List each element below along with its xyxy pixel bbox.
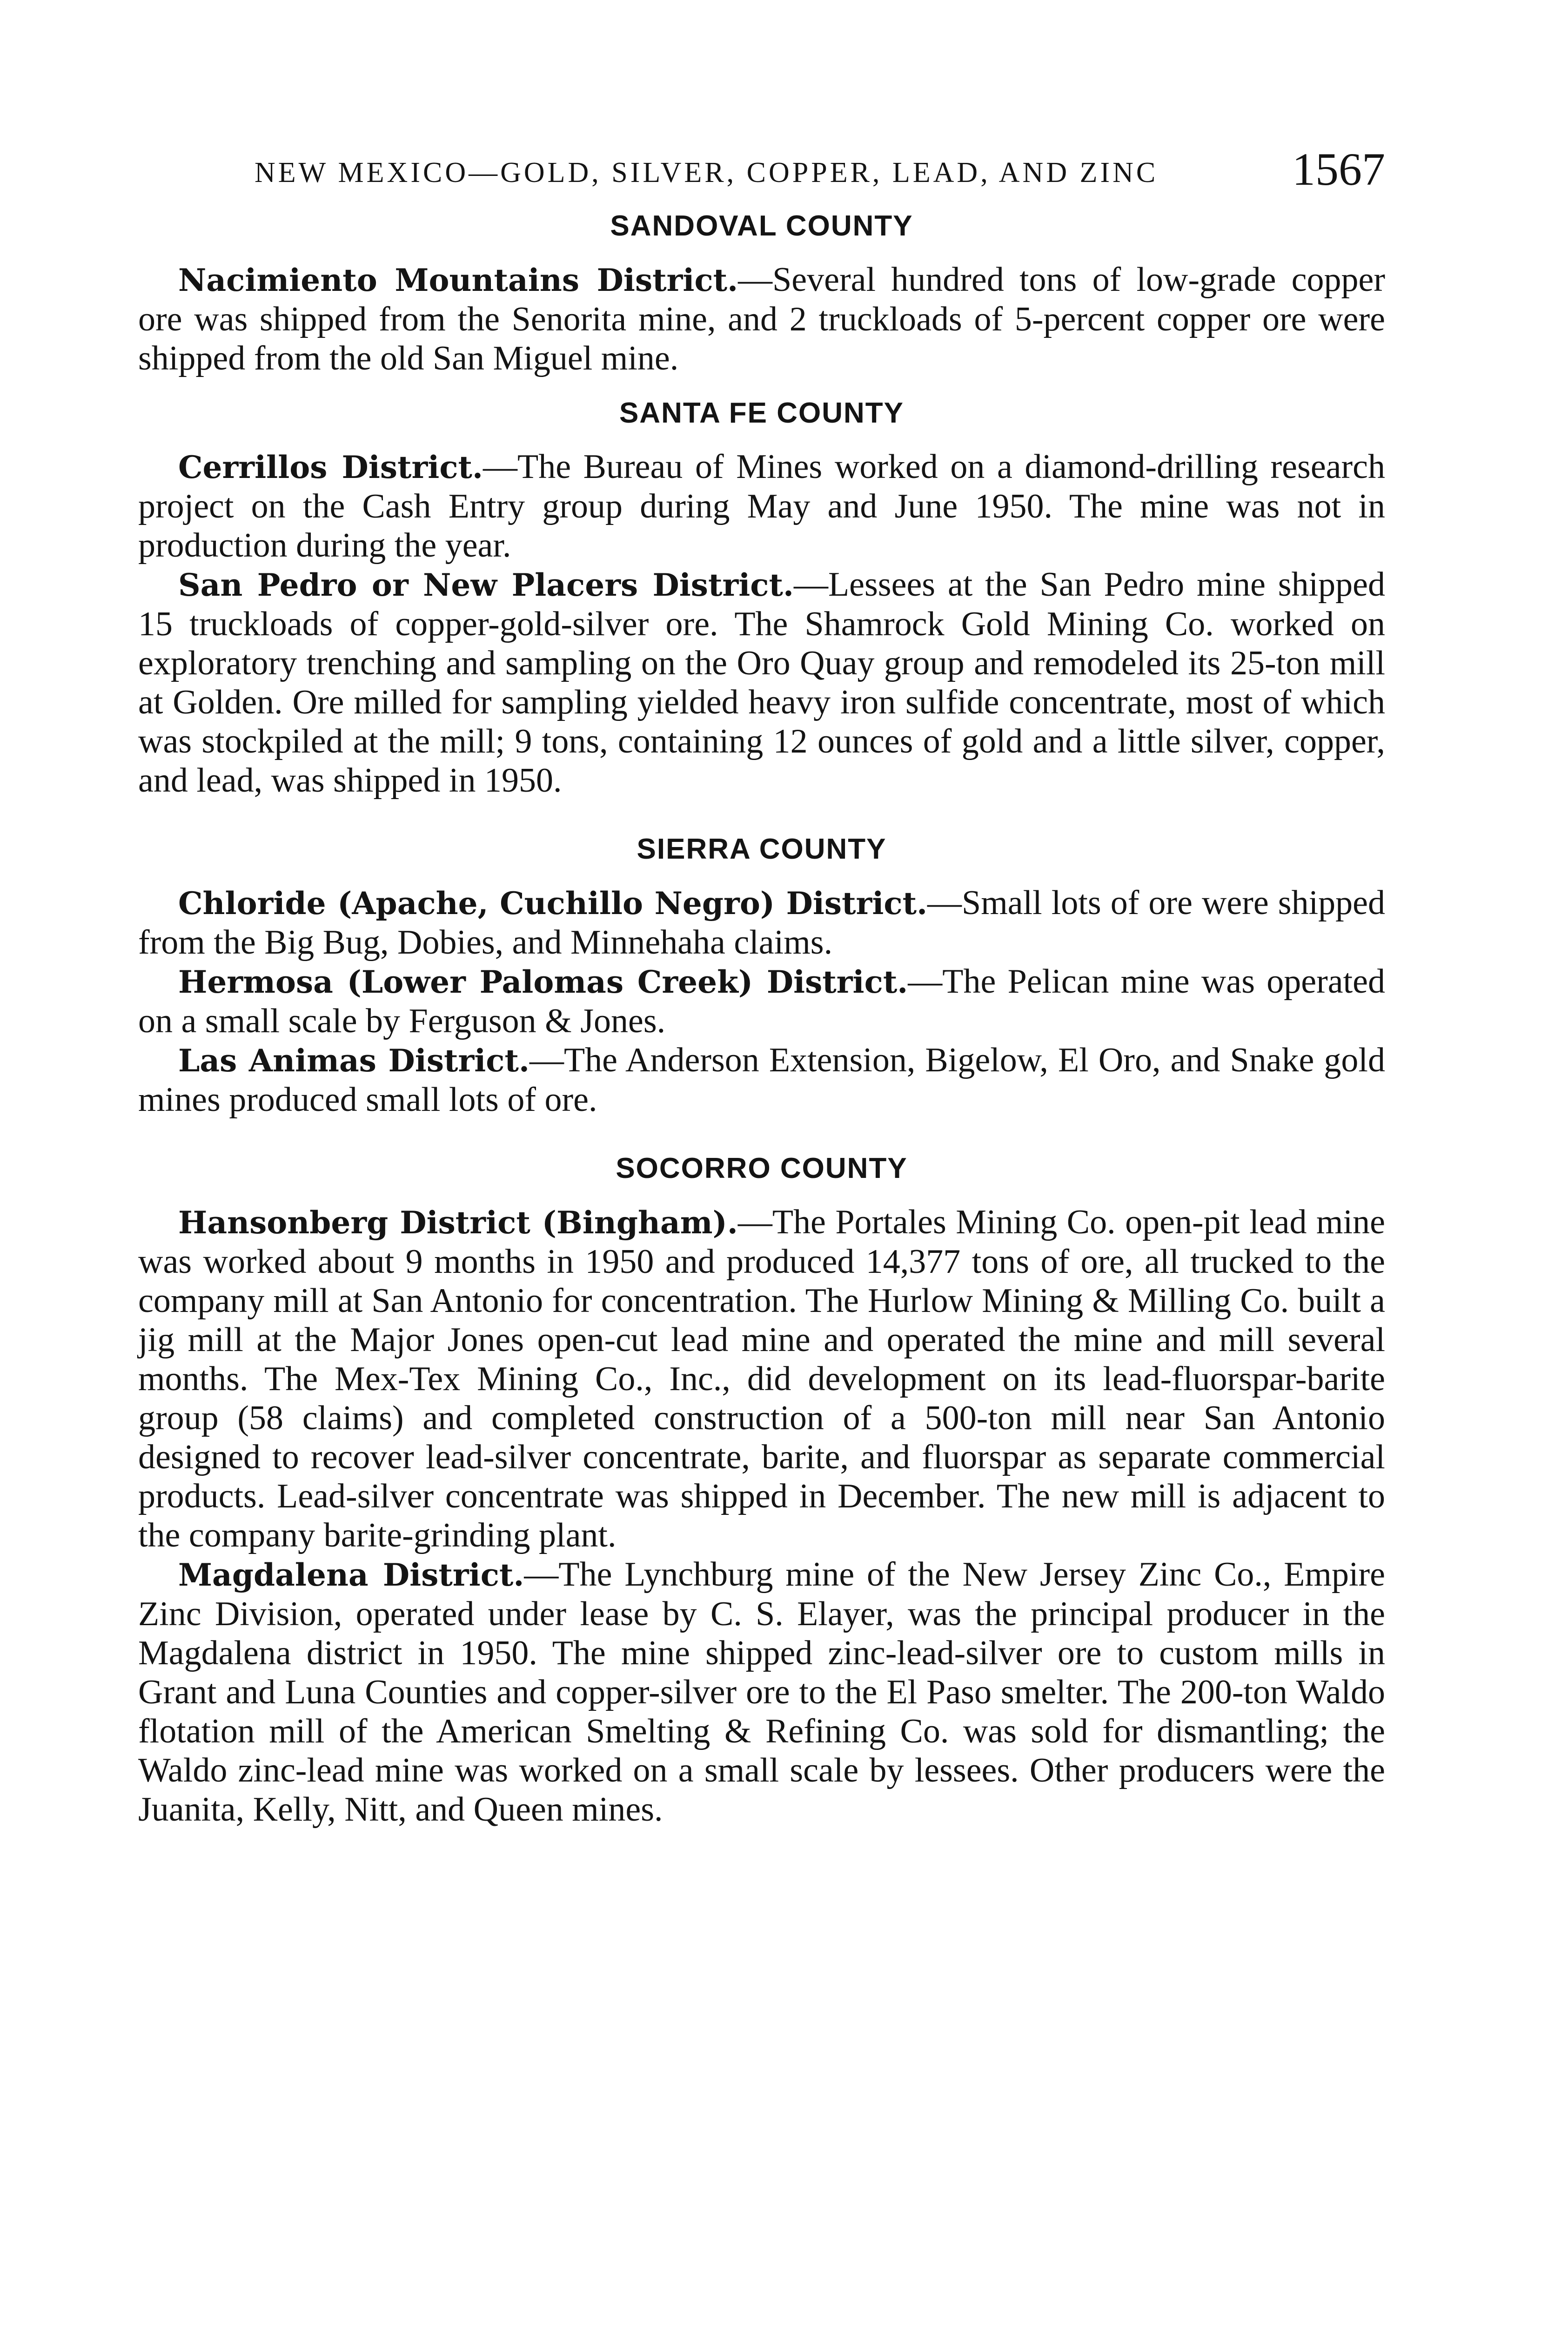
county-heading: SOCORRO COUNTY xyxy=(616,1152,908,1184)
district-name: Hansonberg District (Bingham). xyxy=(178,1204,738,1241)
district-name: Hermosa (Lower Palomas Creek) District. xyxy=(178,964,908,1000)
section-sandoval-county xyxy=(138,209,1385,378)
district-name: Magdalena District. xyxy=(178,1557,524,1593)
section-socorro-county xyxy=(138,1152,1385,1829)
district-name: Cerrillos District. xyxy=(178,449,483,485)
district-text: —The Anderson Extension, Bigelow, El Oro, and Snake gold mines produced small lots of ore. xyxy=(138,1041,1385,1119)
section-sierra-county xyxy=(138,833,1385,1119)
district-text: —The Portales Mining Co. open-pit lead mine was worked about 9 months in 1950 and produced 14,377 tons of ore, all trucked to the company mill at San Antonio for concentration. The Hurlow Mining & Milling Co. built a jig mill at the Major Jones open-cut lead mine and operated the mine and mill several months. The Mex-Tex Mining Co., Inc., did development on its lead-fluorspar-barite group (58 claims) and completed construction of a 500-ton mill near San Antonio designed to recover lead-silver concentrate, barite, and fluorspar as separate commercial products. Lead-silver concentrate was shipped in December. The new mill is adjacent to the company barite-grinding plant. xyxy=(138,1203,1385,1554)
district-text: —Several hundred tons of low-grade copper ore was shipped from the Senorita mine, and 2 truckloads of 5-percent copper ore were shipped from the old San Miguel mine. xyxy=(138,261,1385,377)
district-paragraph xyxy=(138,447,1385,565)
district-paragraph xyxy=(138,1555,1385,1829)
section-santa-fe-county xyxy=(138,397,1385,800)
district-paragraph xyxy=(138,962,1385,1041)
document-page xyxy=(138,140,1385,1829)
district-name: Las Animas District. xyxy=(178,1042,529,1079)
district-name: Nacimiento Mountains District. xyxy=(178,262,738,298)
district-paragraph xyxy=(138,1203,1385,1555)
district-text: —The Lynchburg mine of the New Jersey Zinc Co., Empire Zinc Division, operated under lease by C. S. Elayer, was the principal producer in the Magdalena district in 1950. The mine shipped zinc-lead-silver ore to custom mills in Grant and Luna Counties and copper-silver ore to the El Paso smelter. The 200-ton Waldo flotation mill of the American Smelting & Refining Co. was sold for dismantling; the Waldo zinc-lead mine was worked on a small scale by lessees. Other producers were the Juanita, Kelly, Nitt, and Queen mines. xyxy=(138,1555,1385,1829)
county-heading: SANDOVAL COUNTY xyxy=(610,210,913,242)
district-paragraph xyxy=(138,260,1385,378)
district-text: —The Pelican mine was operated on a small scale by Ferguson & Jones. xyxy=(138,962,1385,1040)
district-text: —Lessees at the San Pedro mine shipped 15 truckloads of copper-gold-silver ore. The Shamrock Gold Mining Co. worked on exploratory trenching and sampling on the Oro Quay group and remodeled its 25-ton mill at Golden. Ore milled for sampling yielded heavy iron sulfide concentrate, most of which was stockpiled at the mill; 9 tons, containing 12 ounces of gold and a little silver, copper, and lead, was shipped in 1950. xyxy=(138,565,1385,800)
district-paragraph xyxy=(138,883,1385,962)
county-heading: SANTA FE COUNTY xyxy=(619,397,905,429)
district-name: Chloride (Apache, Cuchillo Negro) District. xyxy=(178,885,928,921)
running-head xyxy=(138,140,1385,195)
district-paragraph xyxy=(138,565,1385,800)
district-paragraph xyxy=(138,1041,1385,1119)
county-heading: SIERRA COUNTY xyxy=(637,833,887,865)
district-text: —Small lots of ore were shipped from the Big Bug, Dobies, and Minnehaha claims. xyxy=(138,884,1385,962)
district-text: —The Bureau of Mines worked on a diamond-drilling research project on the Cash Entry group during May and June 1950. The mine was not in production during the year. xyxy=(138,448,1385,565)
running-title: NEW MEXICO—GOLD, SILVER, COPPER, LEAD, AND ZINC xyxy=(255,157,1159,188)
page-number: 1567 xyxy=(1292,143,1385,195)
district-name: San Pedro or New Placers District. xyxy=(178,567,794,603)
